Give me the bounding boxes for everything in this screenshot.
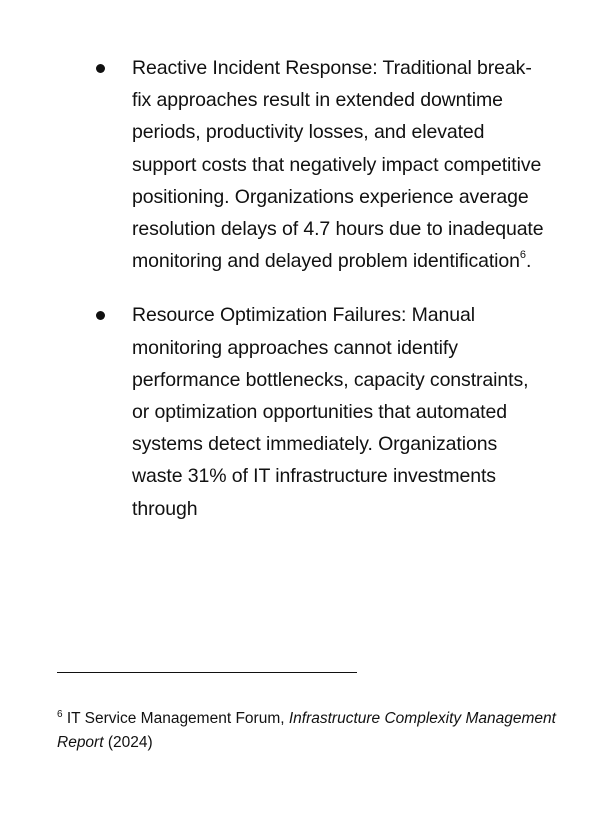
bullet-item-resource-optimization-failures [0,299,600,524]
bullet-marker [96,64,105,73]
footnote-separator [57,672,357,673]
bullet-item-reactive-incident-response [0,52,600,277]
bullet-text: : Manual monitoring approaches cannot identify performance bottlenecks, capacity constraints, or optimization opportunities that automated systems detect immediately. Organizations waste 31% of IT infrastructure investments through [132,304,529,520]
bullet-marker [96,311,105,320]
bullet-end-punctuation: . [525,250,532,273]
bullet-list [0,52,600,525]
bullet-text: : Traditional break-fix approaches result in extended downtime periods, productivity losses, and elevated support costs that negatively impact competitive positioning. Organizations experience average resolution delays of 4.7 hours due to inadequate monitoring and delayed problem identification [132,57,544,273]
footnote-year: (2024) [107,733,153,751]
footnote-title: Infrastructure Complexity Management Report [57,710,556,751]
bullet-term: Reactive Incident Response [132,57,373,79]
footnote-source: IT Service Management Forum, [66,710,285,727]
footnote [57,707,557,754]
bullet-term: Resource Optimization Failures [132,304,402,327]
footnote-number: 6 [57,709,63,720]
footnote-reference[interactable]: 6 [519,249,526,262]
